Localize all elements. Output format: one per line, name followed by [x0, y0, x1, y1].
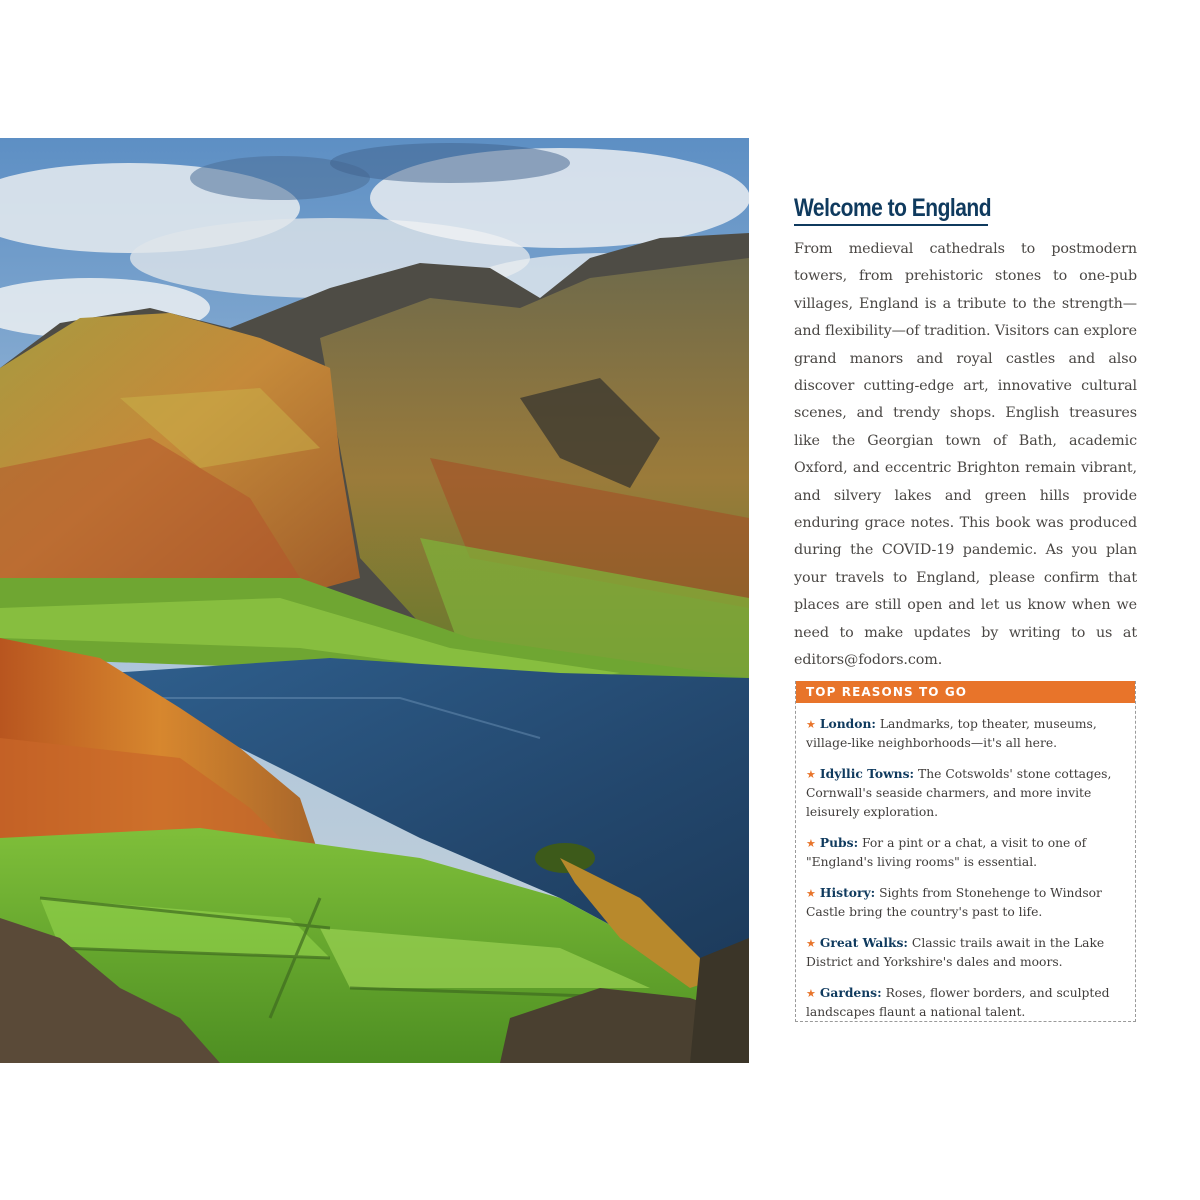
reason-item: [806, 822, 1125, 872]
intro-paragraph: From medieval cathedrals to postmodern towers, from prehistoric stones to one-pub villages, England is a tribute to the strength—and flexibility—of tradition. Visitors can explore grand manors and royal castles and also discover cutting-edge art, innovative cultural scenes, and trendy shops. English treasures like the Georgian town of Bath, academic Oxford, and eccentric Brighton remain vibrant, and silvery lakes and green hills provide enduring grace notes. This book was produced during the COVID-19 pandemic. As you plan your travels to England, please confirm that places are still open and let us know when we need to make updates by writing to us at editors@fodors.com.: [794, 241, 1137, 669]
reason-item: [806, 753, 1125, 822]
reason-text: Landmarks, top theater, museums, village-like neighborhoods—it's all here.: [806, 717, 1097, 750]
text-column: [794, 190, 1137, 675]
star-icon: ★: [806, 768, 816, 781]
title-underline: [794, 224, 988, 226]
top-reasons-box: [795, 681, 1136, 1022]
star-icon: ★: [806, 937, 816, 950]
reason-name: Great Walks:: [819, 935, 908, 950]
reason-name: Idyllic Towns:: [819, 766, 915, 781]
reason-item: [806, 703, 1125, 753]
star-icon: ★: [806, 837, 816, 850]
star-icon: ★: [806, 887, 816, 900]
reason-item: [806, 972, 1125, 1022]
page-title: Welcome to England: [794, 194, 992, 222]
reason-text: For a pint or a chat, a visit to one of "England's living rooms" is essential.: [806, 836, 1087, 869]
lake-district-photo: [0, 138, 749, 1063]
reason-name: History:: [819, 885, 876, 900]
star-icon: ★: [806, 987, 816, 1000]
reason-text: Roses, flower borders, and sculpted landscapes flaunt a national talent.: [806, 986, 1110, 1019]
reason-text: The Cotswolds' stone cottages, Cornwall's seaside charmers, and more invite leisurely exploration.: [806, 767, 1112, 819]
top-reasons-header: TOP REASONS TO GO: [796, 681, 1135, 703]
reason-item: [806, 872, 1125, 922]
reason-name: Pubs:: [819, 835, 859, 850]
star-icon: ★: [806, 718, 816, 731]
reason-text: Classic trails await in the Lake District and Yorkshire's dales and moors.: [806, 936, 1105, 969]
reason-name: London:: [819, 716, 876, 731]
reason-item: [806, 922, 1125, 972]
reason-text: Sights from Stonehenge to Windsor Castle bring the country's past to life.: [806, 886, 1102, 919]
reason-name: Gardens:: [819, 985, 882, 1000]
